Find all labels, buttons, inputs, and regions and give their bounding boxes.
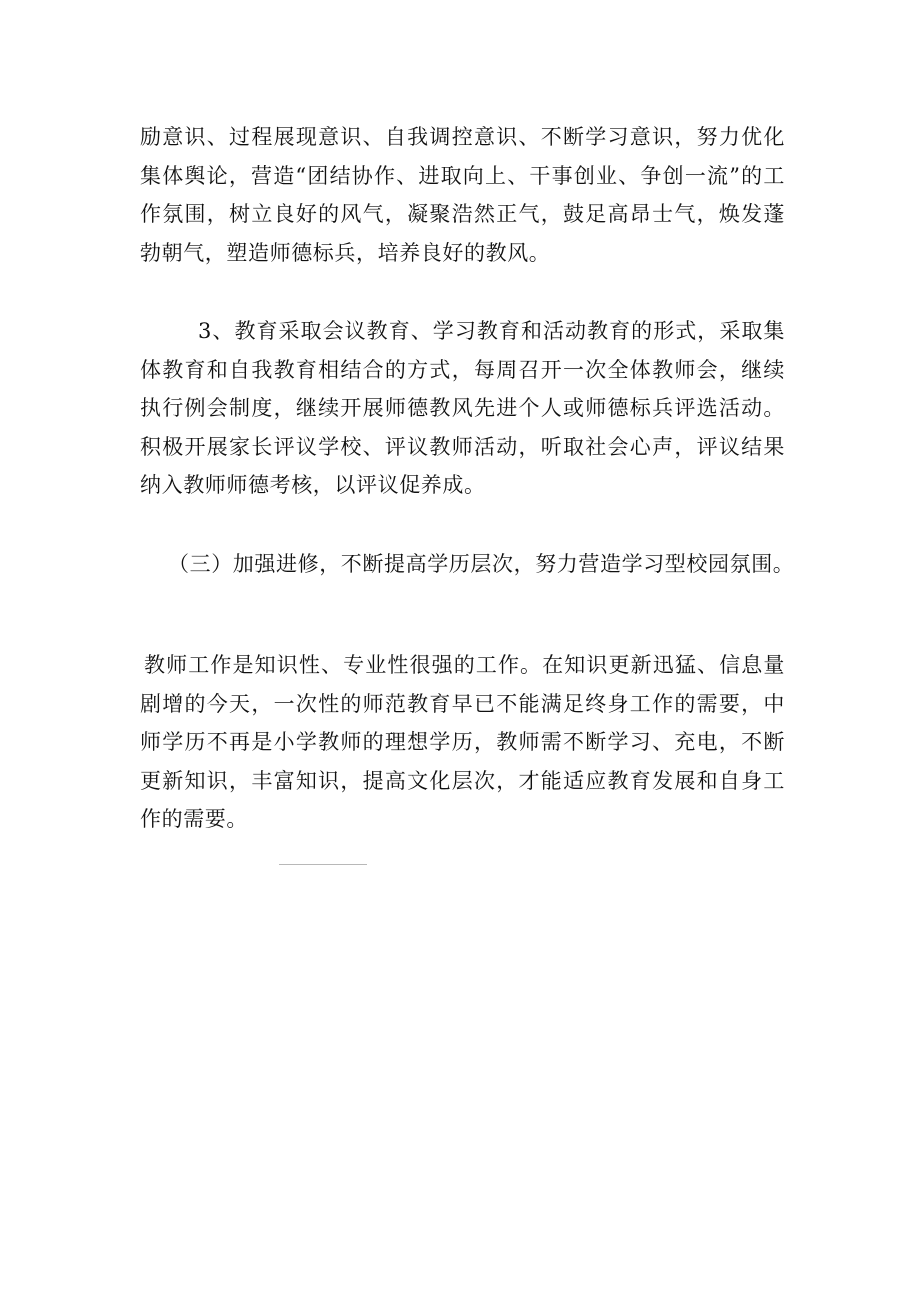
- underline-divider: [279, 864, 367, 865]
- paragraph-team-spirit: 励意识、过程展现意识、自我调控意识、不断学习意识，努力优化集体舆论，营造“团结协作、进取向上、干事创业、争创一流”的工作氛围，树立良好的风气，凝聚浩然正气，鼓足高昂士气，焕发蓬勃朝气，塑造师德标兵，培养良好的教风。: [140, 125, 785, 265]
- section-heading-further-study: （三）加强进修，不断提高学历层次，努力营造学习型校园氛围。: [168, 552, 795, 576]
- paragraph-teacher-work: 教师工作是知识性、专业性很强的工作。在知识更新迅猛、信息量剧增的今天，一次性的师范教育早已不能满足终身工作的需要，中师学历不再是小学教师的理想学历，教师需不断学习、充电，不断更新知识，丰富知识，提高文化层次，才能适应教育发展和自身工作的需要。: [140, 653, 785, 831]
- paragraph-education-methods: 3、教育采取会议教育、学习教育和活动教育的形式，采取集体教育和自我教育相结合的方式，每周召开一次全体教师会，继续执行例会制度，继续开展师德教风先进个人或师德标兵评选活动。积极开展家长评议学校、评议教师活动，听取社会心声，评议结果纳入教师师德考核，以评议促养成。: [140, 319, 785, 497]
